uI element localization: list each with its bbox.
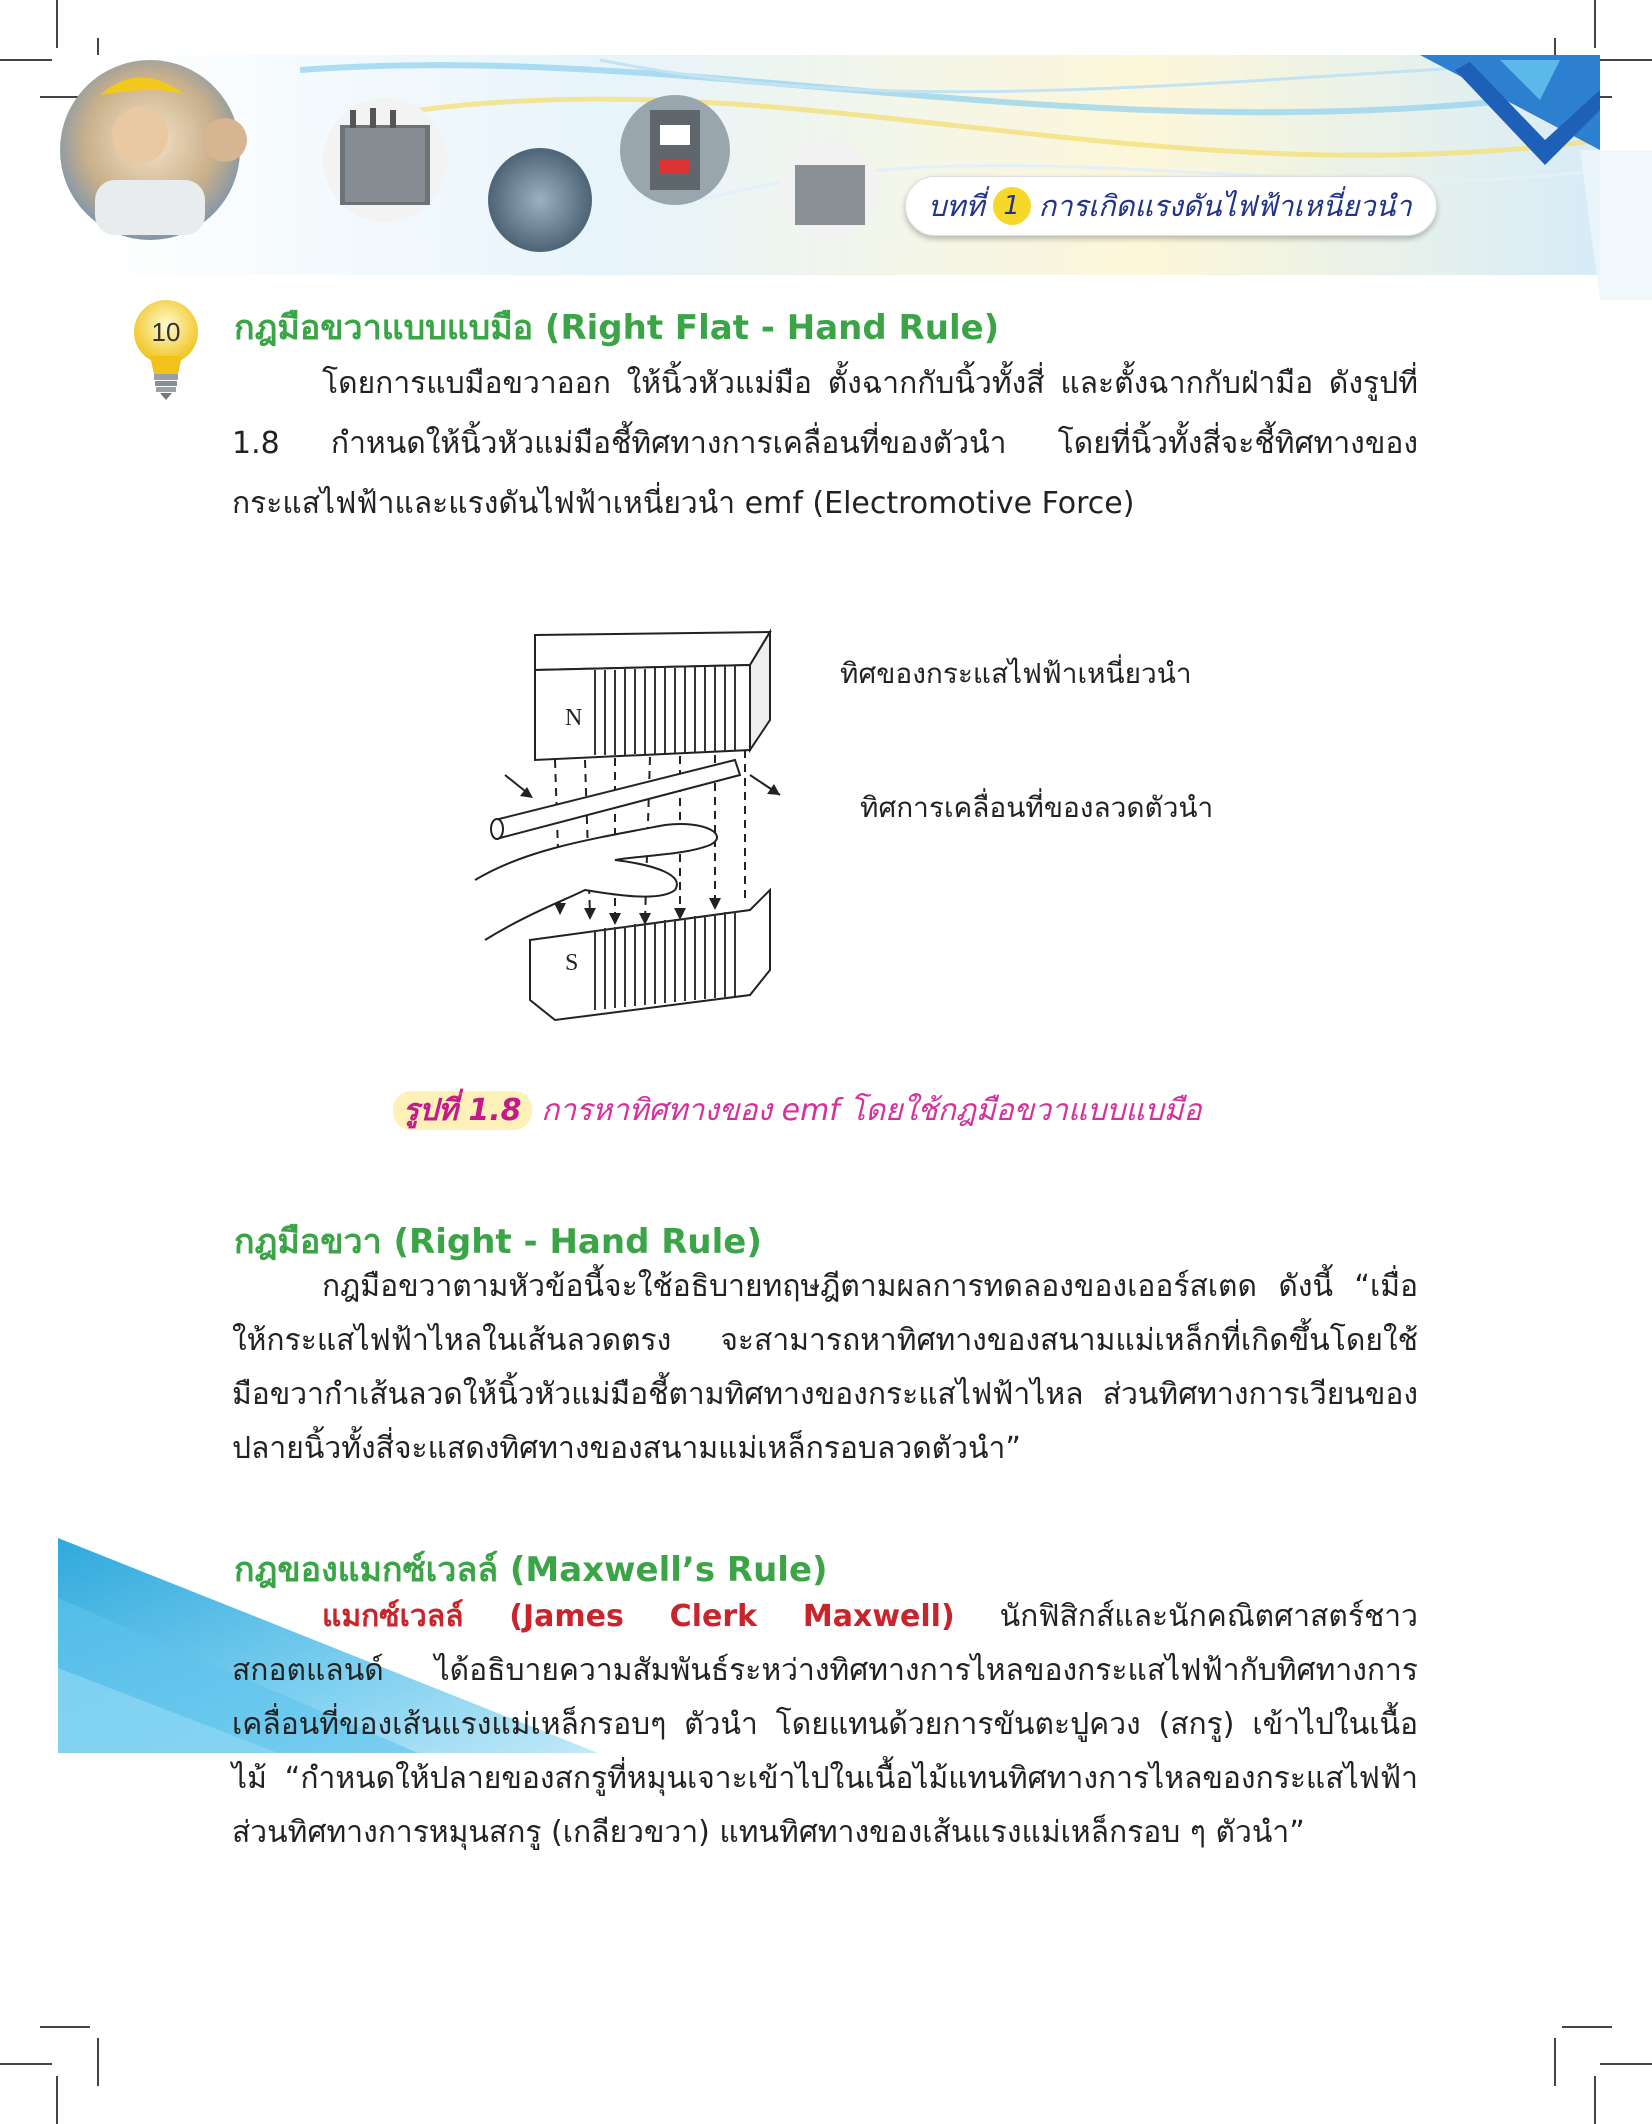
crop-mark: [1600, 2063, 1652, 2065]
section-body-right-flat-hand-rule: [232, 354, 1418, 534]
south-magnet: [530, 890, 770, 1020]
header-banner: [0, 0, 1652, 300]
page-number: 10: [151, 317, 181, 347]
crop-mark: [1554, 2038, 1556, 2086]
section-body-right-hand-rule: [232, 1260, 1418, 1476]
caption-number: รูปที่ 1.8: [393, 1091, 532, 1130]
crop-mark: [1562, 2026, 1612, 2028]
section-heading-right-flat-hand-rule: กฎมือขวาแบบแบมือ (Right Flat - Hand Rule): [234, 308, 1000, 348]
crop-mark: [40, 2026, 90, 2028]
conductor-wire: [491, 760, 780, 839]
caption-text: การหาทิศทางของ emf โดยใช้กฎมือขวาแบบแบมือ: [541, 1093, 1202, 1128]
right-flat-hand-rule-figure: [465, 610, 825, 1030]
chapter-tab: [905, 176, 1437, 236]
maxwell-name-highlight: แมกซ์เวลล์ (James Clerk Maxwell): [322, 1599, 955, 1634]
label-induced-current-direction: ทิศของกระแสไฟฟ้าเหนี่ยวนำ: [840, 657, 1192, 690]
body-text: กฎมือขวาตามหัวข้อนี้จะใช้อธิบายทฤษฎีตามผลการทดลองของเออร์สเตด ดังนี้ “เมื่อให้กระแสไฟฟ้าไหลในเส้นลวดตรง จะสามารถหาทิศทางของสนามแม่เหล็กที่เกิดขึ้นโดยใช้มือขวากำเส้นลวดให้นิ้วหัวแม่มือชี้ตามทิศทางของกระแสไฟฟ้าไหล ส่วนทิศทางการเวียนของปลายนิ้วทั้งสี่จะแสดงทิศทางของสนามแม่เหล็กรอบลวดตัวนำ”: [232, 1269, 1418, 1466]
label-conductor-motion-direction: ทิศการเคลื่อนที่ของลวดตัวนำ: [860, 791, 1214, 824]
crop-mark: [1594, 2076, 1596, 2124]
crop-mark: [97, 2038, 99, 2086]
pole-s-label: S: [565, 950, 579, 976]
body-text: นักฟิสิกส์และนักคณิตศาสตร์ชาวสกอตแลนด์ ได้อธิบายความสัมพันธ์ระหว่างทิศทางการไหลของกระแสไฟฟ้ากับทิศทางการเคลื่อนที่ของเส้นแรงแม่เหล็กรอบๆ ตัวนำ โดยแทนด้วยการขันตะปูควง (สกรู) เข้าไปในเนื้อไม้ “กำหนดให้ปลายของสกรูที่หมุนเจาะเข้าไปในเนื้อไม้แทนทิศทางการไหลของกระแสไฟฟ้า ส่วนทิศทางการหมุนสกรู (เกลียวขวา) แทนทิศทางของเส้นแรงแม่เหล็กรอบ ๆ ตัวนำ”: [232, 1599, 1418, 1850]
crop-mark: [0, 2063, 52, 2065]
section-heading-maxwells-rule: กฎของแมกซ์เวลล์ (Maxwell’s Rule): [234, 1550, 828, 1590]
chapter-title: การเกิดแรงดันไฟฟ้าเหนี่ยวนำ: [1038, 189, 1412, 223]
section-heading-right-hand-rule: กฎมือขวา (Right - Hand Rule): [234, 1222, 762, 1262]
chapter-number-badge: 1: [993, 187, 1031, 225]
pole-n-label: N: [565, 705, 583, 731]
figure-caption: [393, 1087, 1201, 1134]
north-magnet: [535, 632, 770, 760]
chapter-word: บทที่: [928, 189, 985, 223]
page-number-bulb-icon: [132, 298, 200, 402]
section-body-maxwells-rule: [232, 1590, 1418, 1860]
crop-mark: [56, 2076, 58, 2124]
body-text: โดยการแบมือขวาออก ให้นิ้วหัวแม่มือ ตั้งฉากกับนิ้วทั้งสี่ และตั้งฉากกับฝ่ามือ ดังรูปที่ 1.8 กำหนดให้นิ้วหัวแม่มือชี้ทิศทางการเคลื่อนที่ของตัวนำ โดยที่นิ้วทั้งสี่จะชี้ทิศทางของกระแสไฟฟ้าและแรงดันไฟฟ้าเหนี่ยวนำ emf (Electromotive Force): [232, 366, 1418, 521]
